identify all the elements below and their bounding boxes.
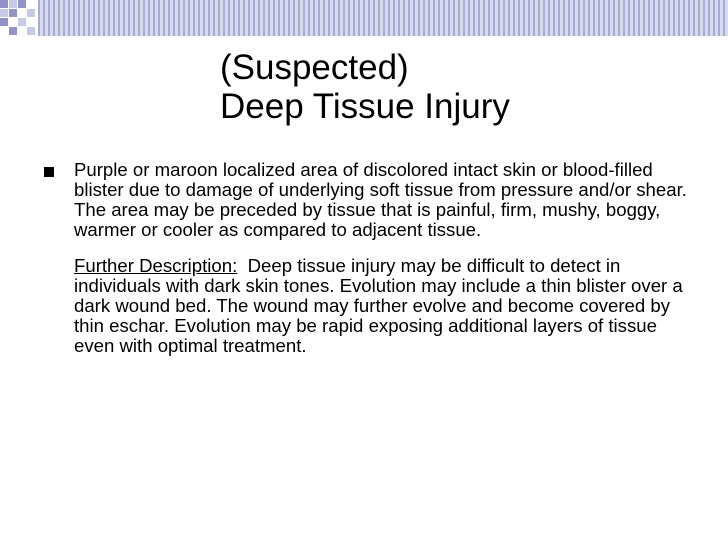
further-description-label: Further Description: [74, 255, 238, 276]
checker-square [0, 18, 8, 26]
title-line-1: (Suspected) [220, 48, 409, 87]
bullet-paragraph: Purple or maroon localized area of discolored intact skin or blood-filled blister due to damage of underlying soft tissue from pressure and/or shear. The area may be preceded by tissue that is painful, firm, mushy, boggy, warmer or cooler as compared to adjacent tissue. [74, 159, 687, 240]
checker-square [0, 9, 8, 17]
bullet-item [74, 160, 694, 356]
square-bullet-icon [44, 167, 54, 177]
further-description-paragraph [74, 256, 694, 356]
slide-title [220, 48, 720, 126]
striped-band [38, 0, 728, 36]
checker-square [9, 9, 17, 17]
checker-square [18, 18, 26, 26]
checker-square [9, 0, 17, 8]
checker-square [9, 27, 17, 35]
checker-square [27, 27, 35, 35]
further-description-text: Deep tissue injury may be difficult to detect in individuals with dark skin tones. Evolution may include a thin blister over a dark wound bed. The wound may further evolve and become covered by thin eschar. Evolution may be rapid exposing additional layers of tissue even with optimal treatment. [74, 255, 683, 356]
checker-square [27, 9, 35, 17]
checker-decoration [0, 0, 36, 40]
title-line-2: Deep Tissue Injury [220, 87, 510, 126]
checker-square [0, 0, 8, 8]
decorative-header-band [0, 0, 728, 46]
checker-square [18, 0, 26, 8]
